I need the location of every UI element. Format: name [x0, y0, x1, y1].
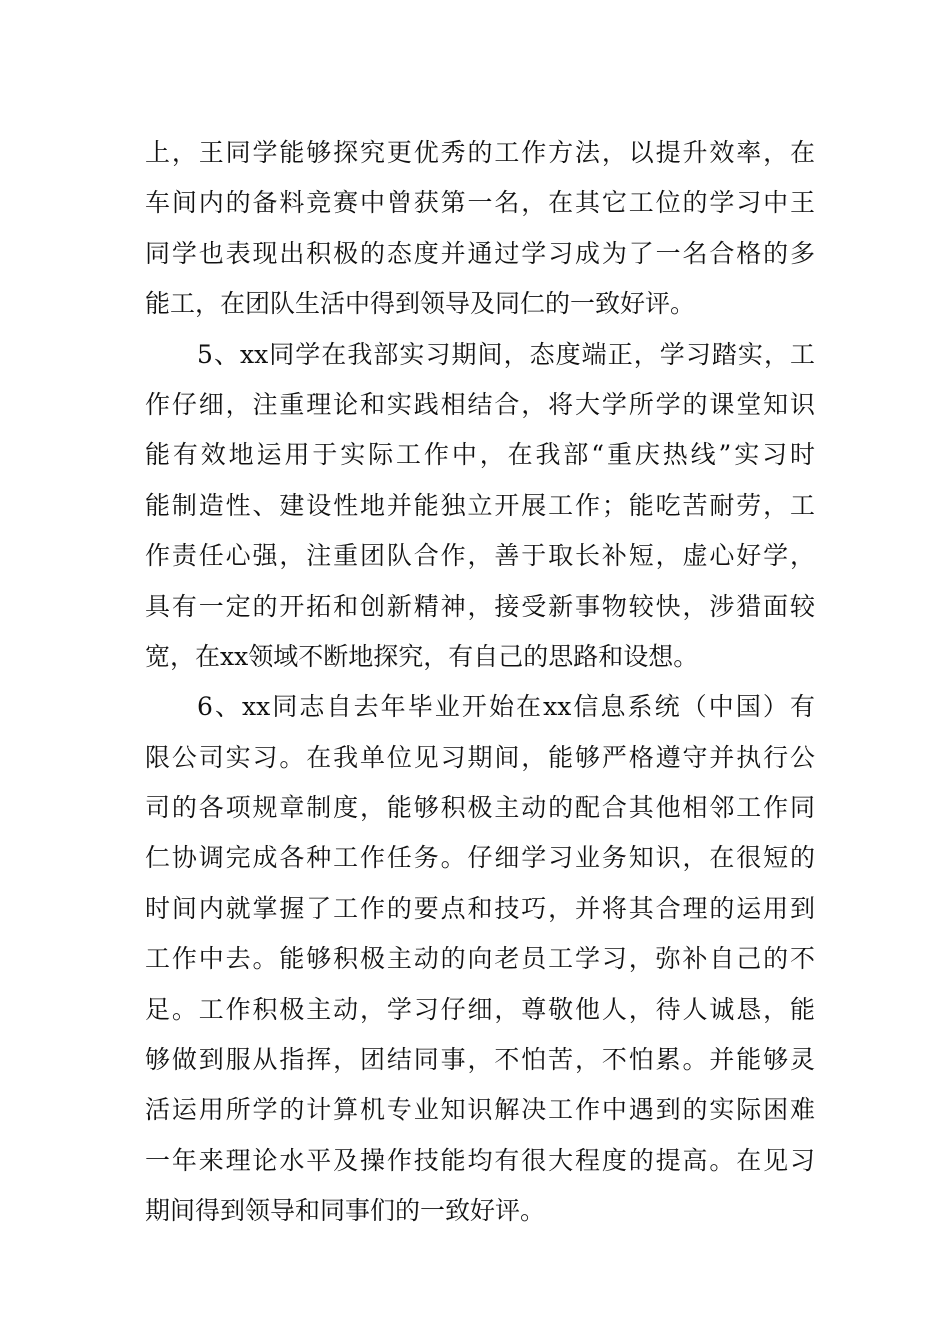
text-line: 工作中去。能够积极主动的向老员工学习，弥补自己的不: [145, 944, 815, 974]
text-line: 仁协调完成各种工作任务。仔细学习业务知识，在很短的: [145, 843, 815, 873]
text-line: 6、xx同志自去年毕业开始在xx信息系统（中国）有: [197, 692, 815, 722]
text-line: 车间内的备料竞赛中曾获第一名，在其它工位的学习中王: [145, 188, 815, 218]
text-line: 足。工作积极主动，学习仔细，尊敬他人，待人诚恳，能: [145, 994, 815, 1024]
text-line: 宽，在xx领域不断地探究，有自己的思路和设想。: [145, 641, 699, 671]
text-line: 上，王同学能够探究更优秀的工作方法，以提升效率，在: [145, 138, 815, 167]
paragraph-item-6: [145, 682, 815, 1236]
text-line: 具有一定的开拓和创新精神，接受新事物较快，涉猎面较: [145, 591, 815, 621]
text-line: 能工，在团队生活中得到领导及同仁的一致好评。: [145, 289, 696, 319]
text-line: 期间得到领导和同事们的一致好评。: [145, 1196, 546, 1226]
paragraph-item-5: [145, 330, 815, 683]
text-line: 5、xx同学在我部实习期间，态度端正，学习踏实，工: [197, 339, 815, 369]
text-line: 活运用所学的计算机专业知识解决工作中遇到的实际困难: [145, 1095, 815, 1125]
text-line: 限公司实习。在我单位见习期间，能够严格遵守并执行公: [145, 742, 815, 772]
text-line: 同学也表现出积极的态度并通过学习成为了一名合格的多: [145, 238, 815, 268]
document-body: [145, 128, 815, 1237]
text-line: 够做到服从指挥，团结同事，不怕苦，不怕累。并能够灵: [145, 1045, 815, 1075]
text-line: 时间内就掌握了工作的要点和技巧，并将其合理的运用到: [145, 893, 815, 923]
text-line: 作仔细，注重理论和实践相结合，将大学所学的课堂知识: [145, 389, 815, 419]
text-line: 能制造性、建设性地并能独立开展工作；能吃苦耐劳，工: [145, 490, 815, 520]
text-line: 司的各项规章制度，能够积极主动的配合其他相邻工作同: [145, 793, 815, 823]
text-line: 能有效地运用于实际工作中，在我部“重庆热线”实习时: [145, 440, 815, 470]
text-line: 一年来理论水平及操作技能均有很大程度的提高。在见习: [145, 1145, 815, 1175]
paragraph-continued: [145, 128, 815, 330]
text-line: 作责任心强，注重团队合作，善于取长补短，虚心好学，: [145, 541, 815, 571]
